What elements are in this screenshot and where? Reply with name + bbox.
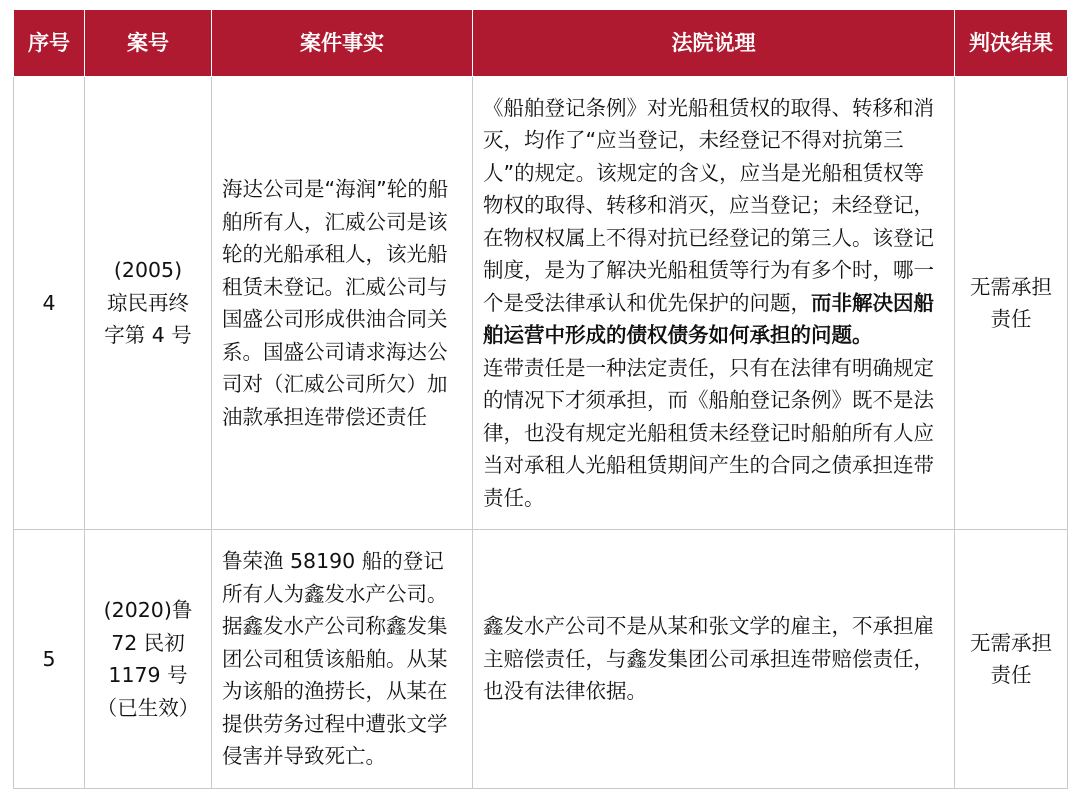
cell-facts: 海达公司是“海润”轮的船舶所有人，汇威公司是该轮的光船承租人，该光船租赁未登记。汇威公司与国盛公司形成供油合同关系。国盛公司请求海达公司对（汇威公司所欠）加油款承担连带偿还责任 — [212, 77, 473, 530]
cell-seq: 4 — [14, 77, 85, 530]
header-seq: 序号 — [14, 10, 85, 77]
cell-seq: 5 — [14, 530, 85, 789]
header-case-no: 案号 — [85, 10, 212, 77]
header-facts: 案件事实 — [212, 10, 473, 77]
table-header — [14, 10, 1068, 77]
case-no-line: 1179 号 — [108, 663, 188, 687]
case-no-line: 72 民初 — [111, 630, 185, 655]
case-no-line: （已生效） — [96, 695, 200, 720]
case-no-line: (2005) — [113, 258, 183, 283]
header-reasoning: 法院说理 — [473, 10, 955, 77]
cell-result: 无需承担责任 — [955, 530, 1068, 789]
case-no-line: 字第 4 号 — [104, 323, 192, 348]
case-table — [13, 9, 1068, 789]
table-body — [14, 77, 1068, 789]
header-row — [14, 10, 1068, 77]
cell-reasoning — [473, 530, 955, 789]
reasoning-paragraph: 连带责任是一种法定责任，只有在法律有明确规定的情况下才须承担，而《船舶登记条例》既不是法律，也没有规定光船租赁未经登记时船舶所有人应当对承租人光船租赁期间产生的合同之债承担连带责任。 — [483, 355, 934, 510]
reasoning-bold-text: 而非解决因船舶运营中形成的债权债务如何承担的问题。 — [483, 290, 934, 348]
reasoning-text: 《船舶登记条例》对光船租赁权的取得、转移和消灭，均作了“应当登记，未经登记不得对抗第三人”的规定。该规定的含义，应当是光船租赁权等物权的取得、转移和消灭，应当登记；未经登记，在物权权属上不得对抗已经登记的第三人。该登记制度，是为了解决光船租赁等行为有多个时，哪一个是受法律承认和优先保护的问题， — [483, 95, 934, 315]
cell-case-no — [85, 77, 212, 530]
table-row — [14, 77, 1068, 530]
cell-facts: 鲁荣渔 58190 船的登记所有人为鑫发水产公司。据鑫发水产公司称鑫发集团公司租赁该船舶。从某为该船的渔捞长，从某在提供劳务过程中遭张文学侵害并导致死亡。 — [212, 530, 473, 789]
reasoning-paragraph: 鑫发水产公司不是从某和张文学的雇主，不承担雇主赔偿责任，与鑫发集团公司承担连带赔偿责任，也没有法律依据。 — [483, 614, 934, 704]
header-result: 判决结果 — [955, 10, 1068, 77]
cell-case-no — [85, 530, 212, 789]
case-no-line: 琼民再终 — [107, 290, 189, 315]
case-no-line: (2020)鲁 — [103, 598, 193, 622]
cell-result: 无需承担责任 — [955, 77, 1068, 530]
cell-reasoning — [473, 77, 955, 530]
reasoning-paragraph — [483, 92, 944, 352]
table-row — [14, 530, 1068, 789]
